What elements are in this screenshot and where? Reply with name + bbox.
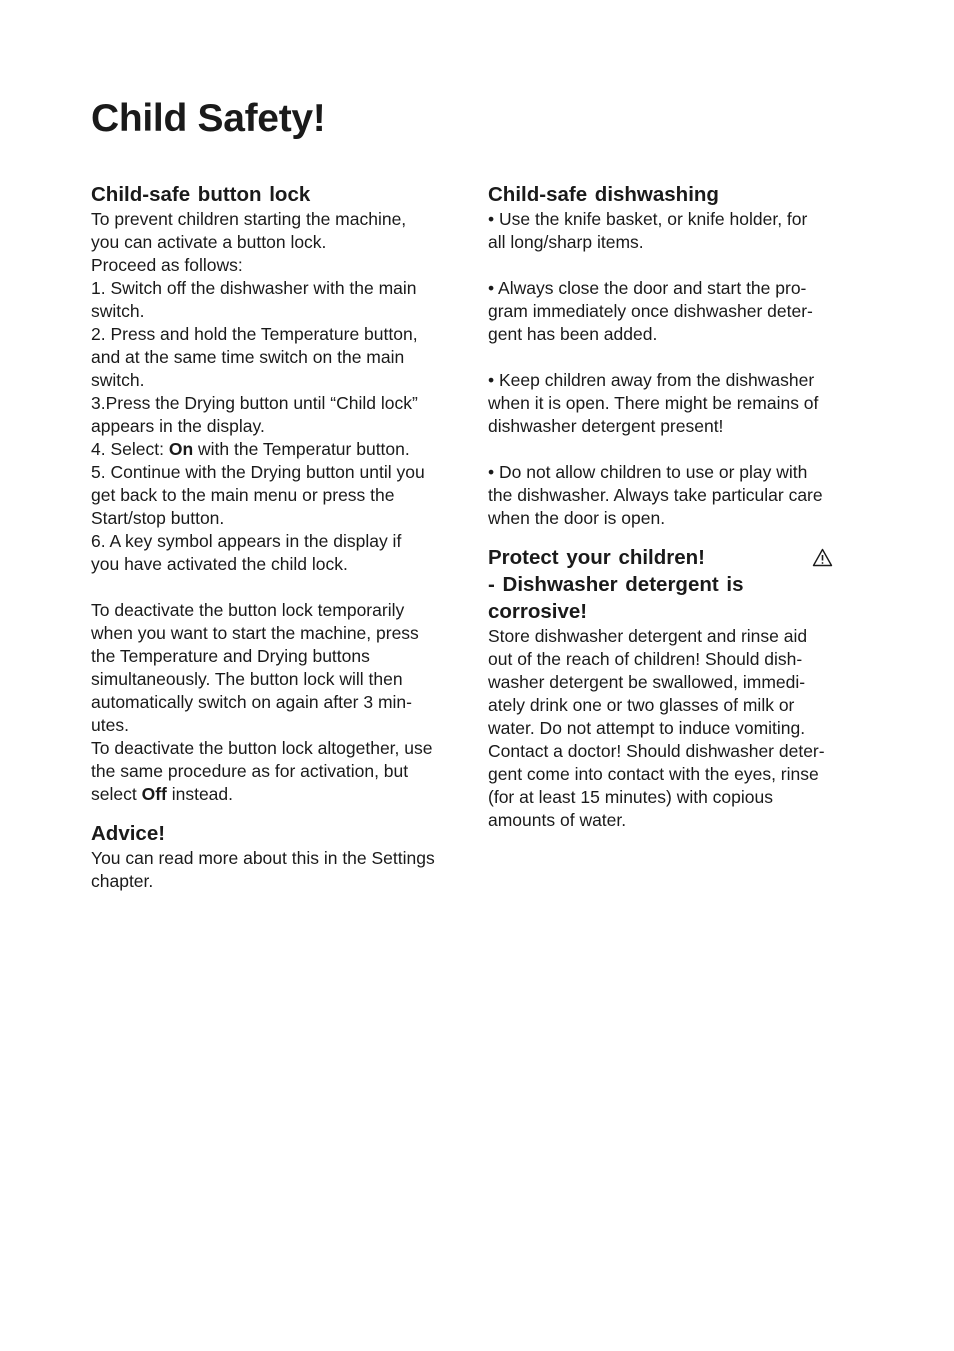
protect-line: washer detergent be swallowed, immedi- (488, 672, 806, 692)
step-4-prefix: 4. Select: (91, 439, 169, 459)
advice-line: chapter. (91, 871, 154, 891)
button-lock-heading: Child-safe button lock (91, 183, 311, 206)
protect-line: ately drink one or two glasses of milk or (488, 695, 795, 715)
off-line (91, 783, 469, 806)
protect-heading-block (488, 544, 860, 625)
bullet-line: • Keep children away from the dishwasher (488, 370, 815, 390)
deactivate-line: automatically switch on again after 3 min- (91, 692, 412, 712)
step-line: 2. Press and hold the Temperature button, (91, 324, 418, 344)
step-line: switch. (91, 301, 145, 321)
step-4-suffix: with the Temperatur button. (193, 439, 410, 459)
advice-heading: Advice! (91, 822, 166, 845)
protect-line: (for at least 15 minutes) with copious (488, 787, 773, 807)
deactivate-line: the Temperature and Drying buttons (91, 646, 370, 666)
left-column (91, 181, 469, 893)
step-line: 3.Press the Drying button until “Child lock” (91, 393, 418, 413)
bullet-line: • Do not allow children to use or play with (488, 462, 808, 482)
advice-line: You can read more about this in the Settings (91, 848, 435, 868)
protect-line: amounts of water. (488, 810, 627, 830)
protect-line: Store dishwasher detergent and rinse aid (488, 626, 808, 646)
step-line: appears in the display. (91, 416, 265, 436)
body-line: Proceed as follows: (91, 255, 243, 275)
off-suffix: instead. (166, 784, 234, 804)
bullet-line: • Use the knife basket, or knife holder, for (488, 209, 808, 229)
bullet-line: when the door is open. (488, 508, 666, 528)
spacer (91, 806, 469, 820)
step-4-on-value: On (168, 439, 194, 459)
deactivate-line: the same procedure as for activation, but (91, 761, 409, 781)
deactivate-line: To deactivate the button lock altogether, use (91, 738, 433, 758)
page-title: Child Safety! (91, 97, 326, 140)
step-line: 5. Continue with the Drying button until you (91, 462, 425, 482)
right-column (488, 181, 860, 832)
deactivate-line: utes. (91, 715, 129, 735)
bullet-line: gram immediately once dishwasher deter- (488, 301, 813, 321)
step-4-line (91, 438, 469, 461)
protect-heading-line: corrosive! (488, 600, 588, 623)
protect-line: water. Do not attempt to induce vomiting. (488, 718, 806, 738)
protect-line: gent come into contact with the eyes, rinse (488, 764, 819, 784)
body-line: you can activate a button lock. (91, 232, 327, 252)
step-line: 6. A key symbol appears in the display if (91, 531, 402, 551)
step-line: get back to the main menu or press the (91, 485, 395, 505)
deactivate-line: when you want to start the machine, press (91, 623, 419, 643)
deactivate-line: To deactivate the button lock temporarily (91, 600, 405, 620)
dishwashing-heading: Child-safe dishwashing (488, 183, 719, 206)
protect-line: Contact a doctor! Should dishwasher deter- (488, 741, 825, 761)
step-line: and at the same time switch on the main (91, 347, 405, 367)
protect-line: out of the reach of children! Should dish- (488, 649, 803, 669)
off-prefix: select (91, 784, 142, 804)
protect-heading-line: - Dishwasher detergent is (488, 573, 744, 596)
bullet-line: dishwasher detergent present! (488, 416, 724, 436)
deactivate-line: simultaneously. The button lock will then (91, 669, 403, 689)
bullet-line: the dishwasher. Always take particular care (488, 485, 823, 505)
off-value: Off (141, 784, 167, 804)
spacer (488, 530, 860, 544)
warning-triangle-icon (812, 548, 833, 567)
step-line: Start/stop button. (91, 508, 225, 528)
step-line: you have activated the child lock. (91, 554, 348, 574)
bullet-line: when it is open. There might be remains of (488, 393, 819, 413)
body-line: To prevent children starting the machine, (91, 209, 407, 229)
protect-heading-line: Protect your children! (488, 546, 706, 569)
spacer (91, 576, 469, 599)
step-line: 1. Switch off the dishwasher with the main (91, 278, 417, 298)
spacer (488, 254, 860, 277)
bullet-line: • Always close the door and start the pro- (488, 278, 807, 298)
step-line: switch. (91, 370, 145, 390)
spacer (488, 438, 860, 461)
spacer (488, 346, 860, 369)
bullet-line: gent has been added. (488, 324, 658, 344)
bullet-line: all long/sharp items. (488, 232, 644, 252)
